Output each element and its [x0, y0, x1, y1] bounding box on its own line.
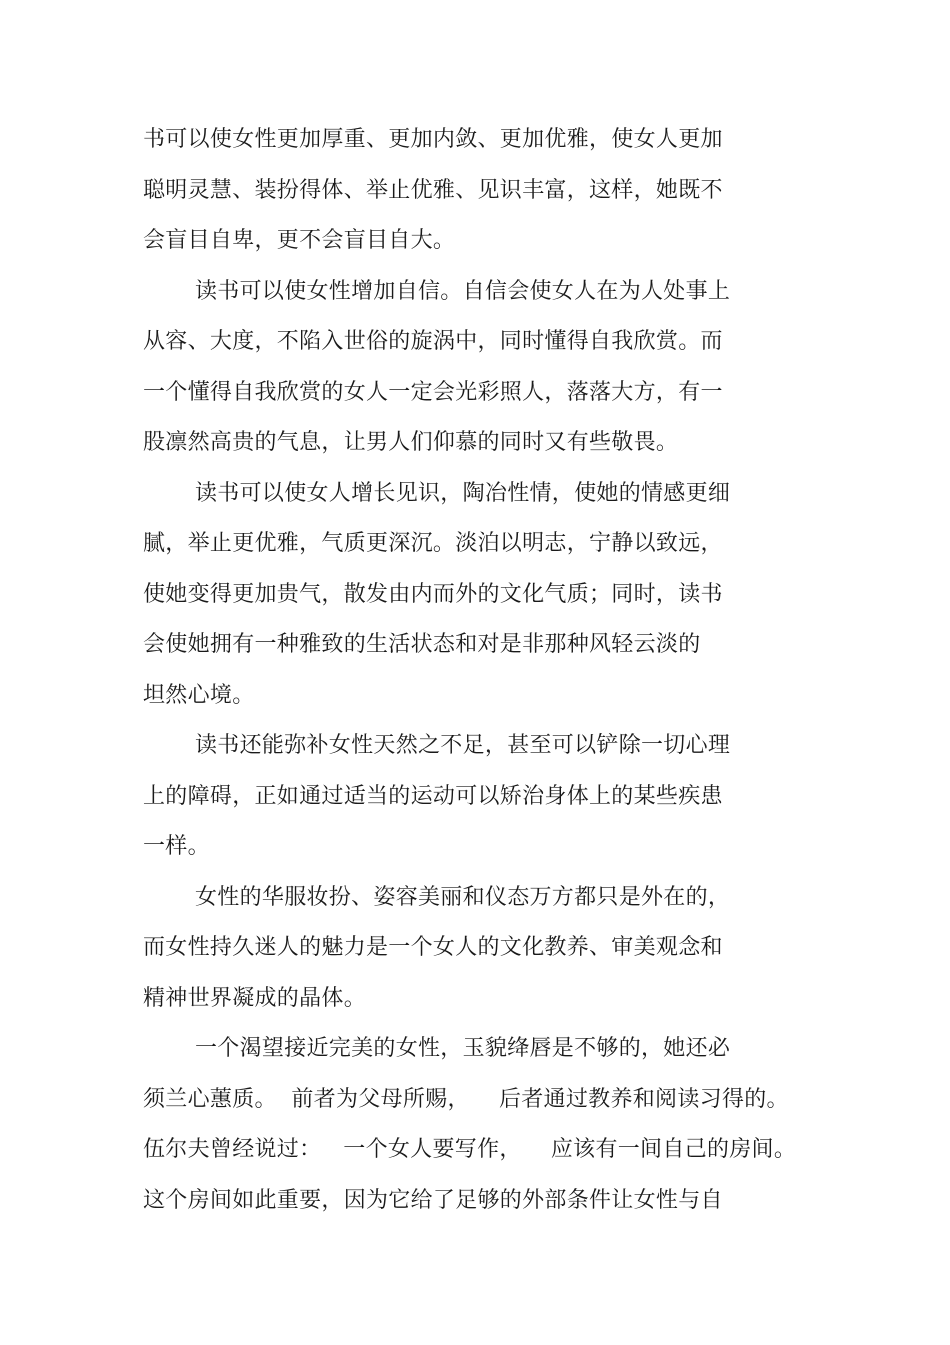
document-body — [143, 122, 843, 1233]
text-line: 坦然心境。 — [143, 682, 255, 708]
text-line: 一样。 — [143, 834, 210, 859]
text-line: 股凛然高贵的气息，让男人们仰慕的同时又有些敬畏。 — [143, 430, 679, 455]
text-line: 伍尔夫曾经说过： 一个女人要写作， 应该有一间自己的房间。 — [143, 1137, 797, 1162]
text-line: 须兰心蕙质。 前者为父母所赐， 后者通过教养和阅读习得的。 — [143, 1086, 789, 1112]
text-line: 上的障碍，正如通过适当的运动可以矫治身体上的某些疾患 — [143, 783, 723, 809]
text-line: 读书还能弥补女性天然之不足，甚至可以铲除一切心理 — [195, 733, 731, 758]
text-line: 读书可以使女性增加自信。自信会使女人在为人处事上 — [195, 278, 731, 304]
text-line: 使她变得更加贵气，散发由内而外的文化气质；同时，读书 — [143, 581, 723, 607]
text-line: 女性的华服妆扮、姿容美丽和仪态万方都只是外在的， — [195, 884, 731, 910]
text-line: 从容、大度，不陷入世俗的旋涡中，同时懂得自我欣赏。而 — [143, 329, 723, 354]
text-line: 一个懂得自我欣赏的女人一定会光彩照人，落落大方，有一 — [143, 379, 723, 405]
text-line: 而女性持久迷人的魅力是一个女人的文化教养、审美观念和 — [143, 935, 723, 960]
text-line: 会使她拥有一种雅致的生活状态和对是非那种风轻云淡的 — [143, 632, 701, 657]
text-line: 读书可以使女人增长见识，陶冶性情，使她的情感更细 — [195, 480, 731, 506]
text-line: 精神世界凝成的晶体。 — [143, 985, 367, 1011]
text-line: 书可以使女性更加厚重、更加内敛、更加优雅，使女人更加 — [143, 127, 723, 152]
text-line: 一个渴望接近完美的女性，玉貌绛唇是不够的，她还必 — [195, 1036, 731, 1061]
text-line: 会盲目自卑，更不会盲目自大。 — [143, 228, 456, 253]
text-line: 聪明灵慧、装扮得体、举止优雅、见识丰富，这样，她既不 — [143, 177, 723, 203]
text-line: 这个房间如此重要，因为它给了足够的外部条件让女性与自 — [143, 1187, 723, 1213]
text-line: 腻，举止更优雅，气质更深沉。淡泊以明志，宁静以致远， — [143, 531, 723, 556]
